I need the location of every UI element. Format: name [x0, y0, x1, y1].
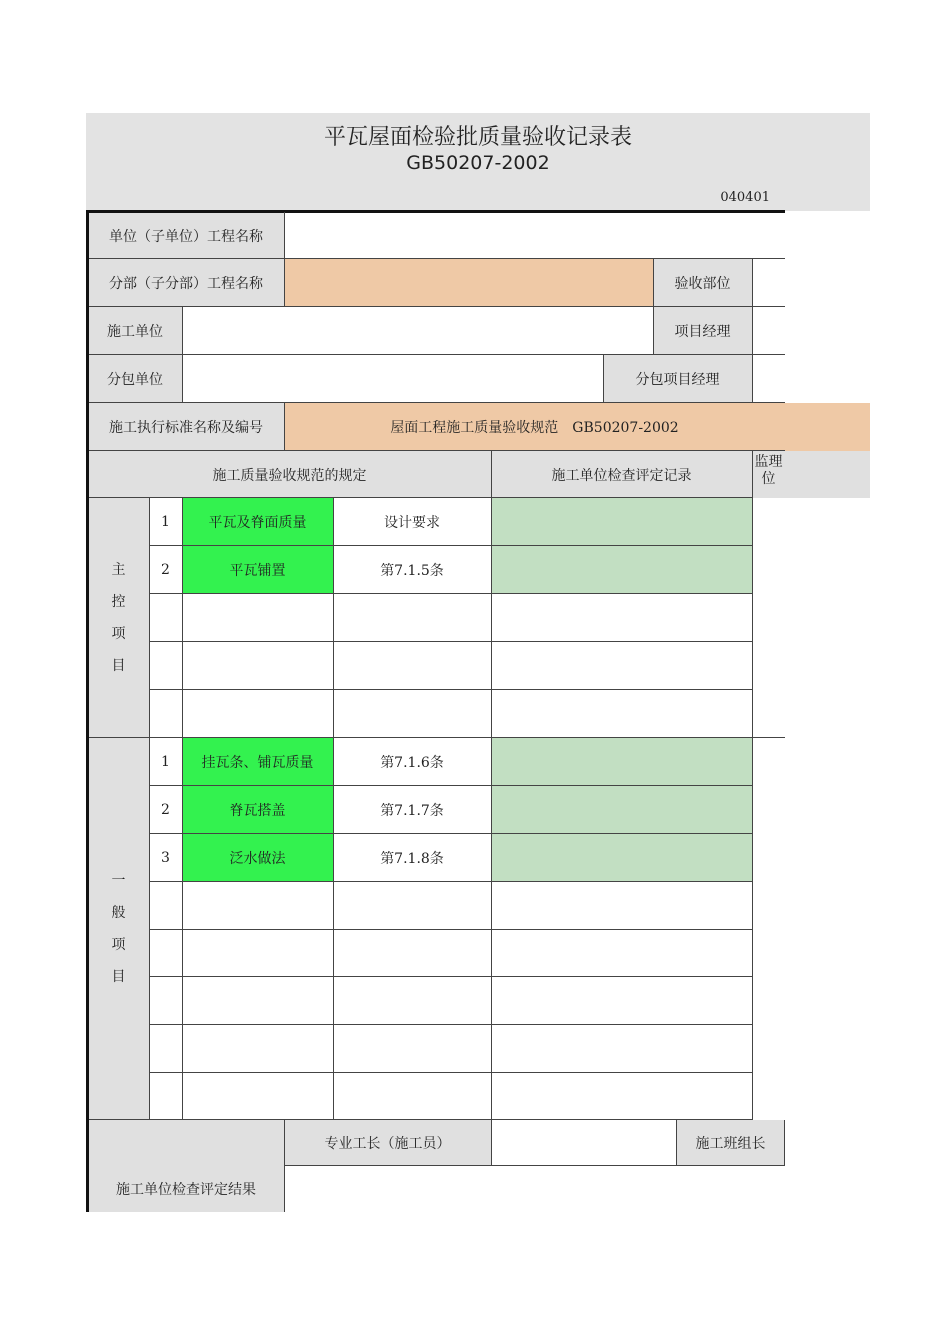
- gi-item-req: 第7.1.7条: [380, 803, 444, 819]
- subcontractor-value[interactable]: [182, 355, 603, 403]
- exec-standard-label: 施工执行标准名称及编号: [109, 420, 263, 436]
- general-char: 目: [111, 969, 126, 985]
- accept-part-value[interactable]: [752, 259, 785, 307]
- foreman-label: 专业工长（施工员）: [324, 1136, 451, 1152]
- supervisor-column-header: 监理 位: [754, 454, 783, 487]
- rule: [752, 451, 753, 1120]
- constructor-label: 施工单位: [107, 324, 163, 340]
- accept-part-label: 验收部位: [674, 276, 731, 292]
- general-char: 般: [111, 905, 126, 921]
- record-column-header: 施工单位检查评定记录: [551, 467, 692, 484]
- gi-record-2[interactable]: [491, 786, 752, 834]
- foreman-value[interactable]: [491, 1120, 676, 1166]
- general-label: [88, 738, 149, 1120]
- form-title: 平瓦屋面检验批质量验收记录表: [323, 125, 632, 150]
- exec-standard-value: 屋面工程施工质量验收规范 GB50207-2002: [390, 420, 679, 436]
- mc-record-1[interactable]: [491, 498, 752, 546]
- general-char: 项: [111, 937, 126, 953]
- form-code: 040401: [720, 190, 770, 205]
- mc-item-name: 平瓦铺置: [229, 563, 286, 579]
- main-control-char: 目: [111, 658, 126, 674]
- main-control-label: [88, 498, 149, 738]
- rule: [284, 259, 285, 307]
- rule: [491, 451, 492, 1120]
- gi-item-no: 2: [161, 802, 170, 818]
- unit-project-label: 单位（子单位）工程名称: [109, 228, 263, 245]
- sub-project-label: 分部（子分部）工程名称: [109, 276, 263, 292]
- result-label: 施工单位检查评定结果: [116, 1182, 256, 1198]
- mc-item-req: 第7.1.5条: [380, 563, 444, 579]
- gi-record-1[interactable]: [491, 738, 752, 786]
- pm-label: 项目经理: [674, 324, 731, 340]
- main-control-char: 项: [111, 626, 126, 642]
- gi-item-no: 1: [161, 754, 170, 770]
- rule: [149, 929, 752, 930]
- gi-item-req: 第7.1.6条: [380, 755, 444, 771]
- mc-item-name: 平瓦及脊面质量: [208, 515, 307, 531]
- gi-item-req: 第7.1.8条: [380, 851, 444, 867]
- general-char: 一: [111, 873, 126, 889]
- unit-project-value[interactable]: [284, 212, 785, 259]
- gi-record-3[interactable]: [491, 834, 752, 882]
- gi-item-name: 泛水做法: [229, 851, 286, 867]
- rule: [149, 1072, 752, 1073]
- rule: [149, 976, 752, 977]
- main-control-char: 主: [111, 562, 126, 578]
- constructor-value[interactable]: [182, 307, 653, 355]
- spec-column-header: 施工质量验收规范的规定: [212, 467, 367, 484]
- sub-pm-label: 分包项目经理: [635, 372, 720, 388]
- rule: [149, 689, 752, 690]
- rule: [149, 641, 752, 642]
- main-control-char: 控: [111, 594, 126, 610]
- rule: [149, 1024, 752, 1025]
- form-standard: GB50207-2002: [406, 152, 550, 174]
- gi-item-name: 挂瓦条、铺瓦质量: [201, 755, 314, 771]
- sub-project-value[interactable]: [284, 259, 653, 307]
- gi-item-name: 脊瓦搭盖: [229, 803, 286, 819]
- mc-item-req: 设计要求: [384, 515, 440, 531]
- mc-record-2[interactable]: [491, 546, 752, 594]
- mc-item-no: 1: [161, 514, 170, 530]
- mc-item-no: 2: [161, 562, 170, 578]
- team-leader-label: 施工班组长: [695, 1136, 766, 1152]
- gi-item-no: 3: [161, 850, 170, 866]
- subcontractor-label: 分包单位: [107, 372, 163, 388]
